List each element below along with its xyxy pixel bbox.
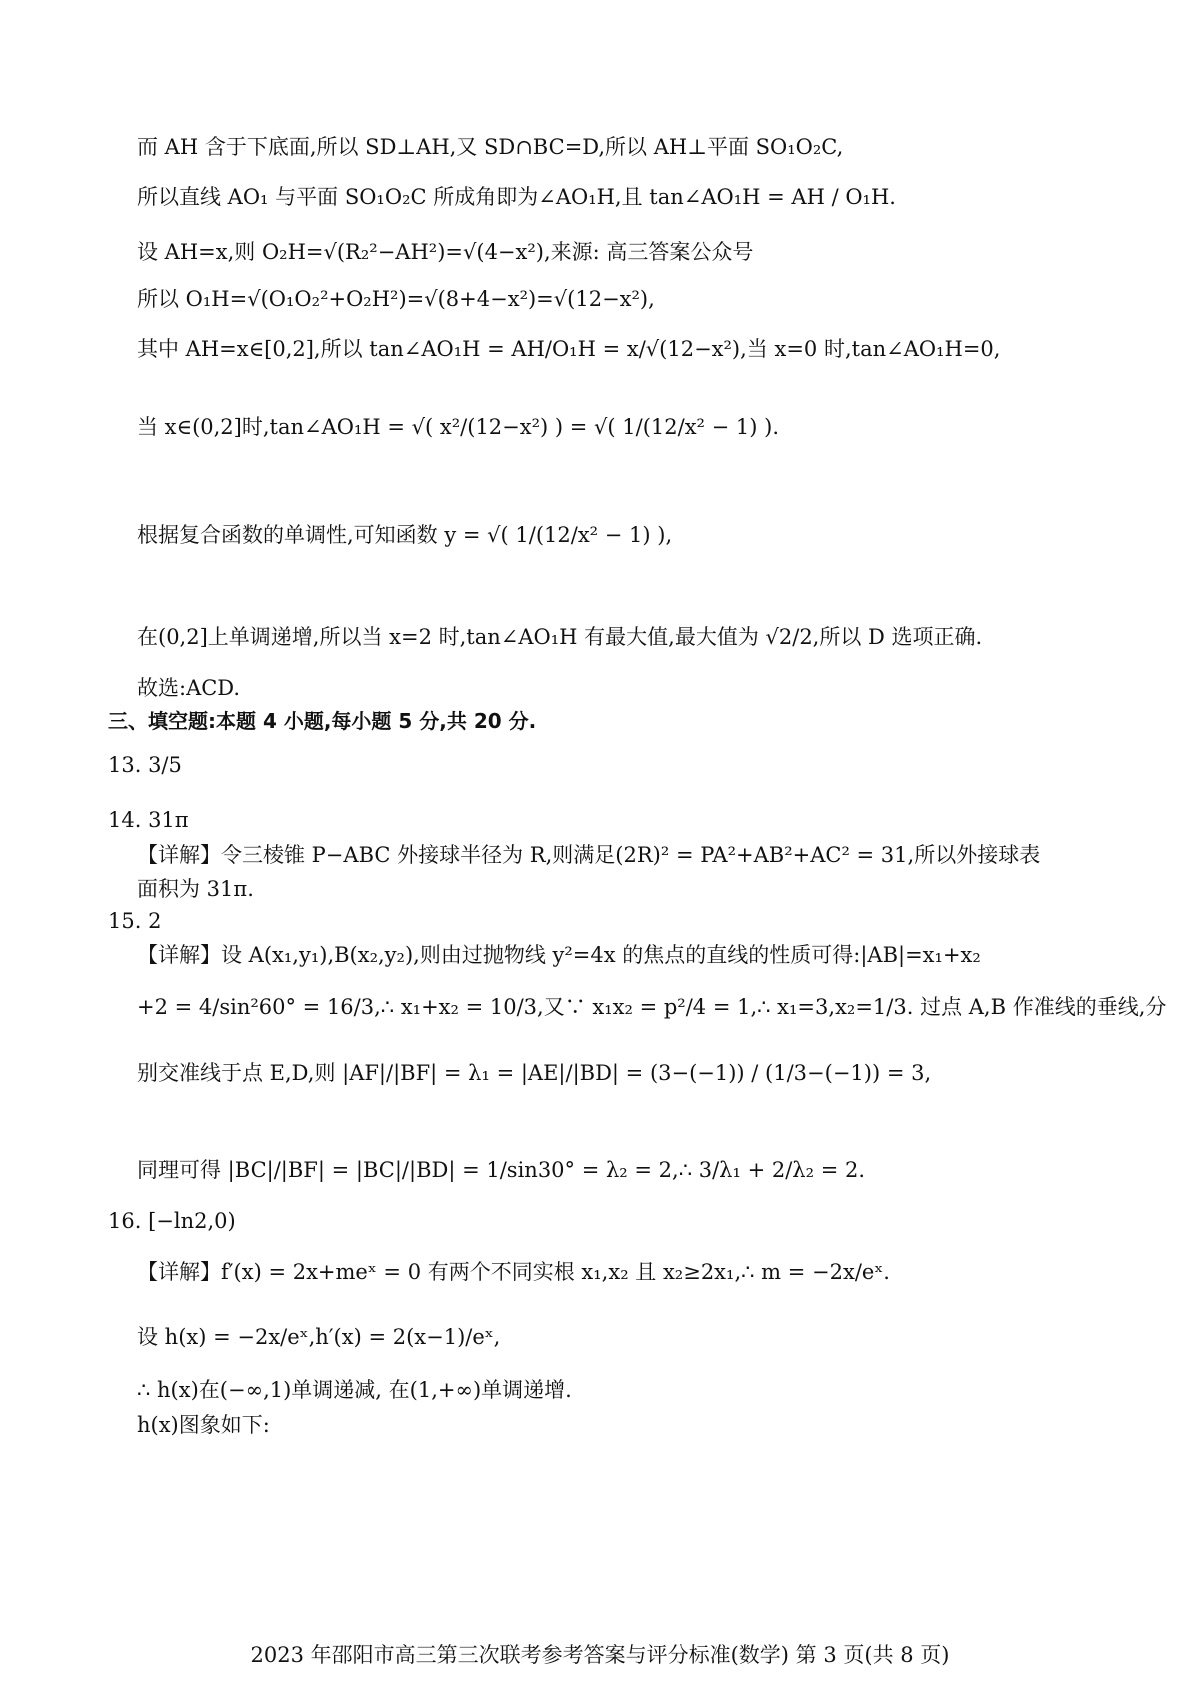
detail-14b: 面积为 31π. <box>137 877 254 901</box>
detail-16d: h(x)图象如下: <box>137 1413 270 1437</box>
page-footer: 2023 年邵阳市高三第三次联考参考答案与评分标准(数学) 第 3 页(共 8 页) <box>250 1643 950 1667</box>
detail-14a: 【详解】令三棱锥 P−ABC 外接球半径为 R,则满足(2R)² = PA²+AB²+AC² = 31,所以外接球表 <box>137 843 1041 867</box>
text-line-1: 而 AH 含于下底面,所以 SD⊥AH,又 SD∩BC=D,所以 AH⊥平面 SO₁O₂C, <box>137 135 844 159</box>
text-line-6: 当 x∈(0,2]时,tan∠AO₁H = √( x²/(12−x²) ) = √( 1/(12/x² − 1) ). <box>137 415 780 439</box>
detail-15d: 同理可得 |BC|/|BF| = |BC|/|BD| = 1/sin30° = λ₂ = 2,∴ 3/λ₁ + 2/λ₂ = 2. <box>137 1158 865 1182</box>
detail-16b: 设 h(x) = −2x/eˣ,h′(x) = 2(x−1)/eˣ, <box>137 1325 501 1349</box>
section-heading: 三、填空题:本题 4 小题,每小题 5 分,共 20 分. <box>108 709 537 733</box>
answer-14: 14. 31π <box>108 808 189 832</box>
text-line-5: 其中 AH=x∈[0,2],所以 tan∠AO₁H = AH/O₁H = x/√(12−x²),当 x=0 时,tan∠AO₁H=0, <box>137 337 1001 361</box>
text-line-8: 在(0,2]上单调递增,所以当 x=2 时,tan∠AO₁H 有最大值,最大值为 √2/2,所以 D 选项正确. <box>137 625 983 649</box>
text-line-7: 根据复合函数的单调性,可知函数 y = √( 1/(12/x² − 1) ), <box>137 523 673 547</box>
text-line-4: 所以 O₁H=√(O₁O₂²+O₂H²)=√(8+4−x²)=√(12−x²), <box>137 287 655 311</box>
answer-13: 13. 3/5 <box>108 753 182 777</box>
detail-15a: 【详解】设 A(x₁,y₁),B(x₂,y₂),则由过抛物线 y²=4x 的焦点的直线的性质可得:|AB|=x₁+x₂ <box>137 943 981 967</box>
detail-16c: ∴ h(x)在(−∞,1)单调递减, 在(1,+∞)单调递增. <box>137 1378 572 1402</box>
text-line-2: 所以直线 AO₁ 与平面 SO₁O₂C 所成角即为∠AO₁H,且 tan∠AO₁H = AH / O₁H. <box>137 185 896 209</box>
detail-15c: 别交准线于点 E,D,则 |AF|/|BF| = λ₁ = |AE|/|BD| = (3−(−1)) / (1/3−(−1)) = 3, <box>137 1061 932 1085</box>
text-line-3: 设 AH=x,则 O₂H=√(R₂²−AH²)=√(4−x²),来源: 高三答案公众号 <box>137 240 754 264</box>
detail-16a: 【详解】f′(x) = 2x+meˣ = 0 有两个不同实根 x₁,x₂ 且 x₂≥2x₁,∴ m = −2x/eˣ. <box>137 1260 890 1284</box>
detail-15b: +2 = 4/sin²60° = 16/3,∴ x₁+x₂ = 10/3,又∵ x₁x₂ = p²/4 = 1,∴ x₁=3,x₂=1/3. 过点 A,B 作准线的垂线,分 <box>137 995 1167 1019</box>
text-line-9: 故选:ACD. <box>137 676 241 700</box>
answer-15: 15. 2 <box>108 909 162 933</box>
answer-16: 16. [−ln2,0) <box>108 1209 236 1233</box>
